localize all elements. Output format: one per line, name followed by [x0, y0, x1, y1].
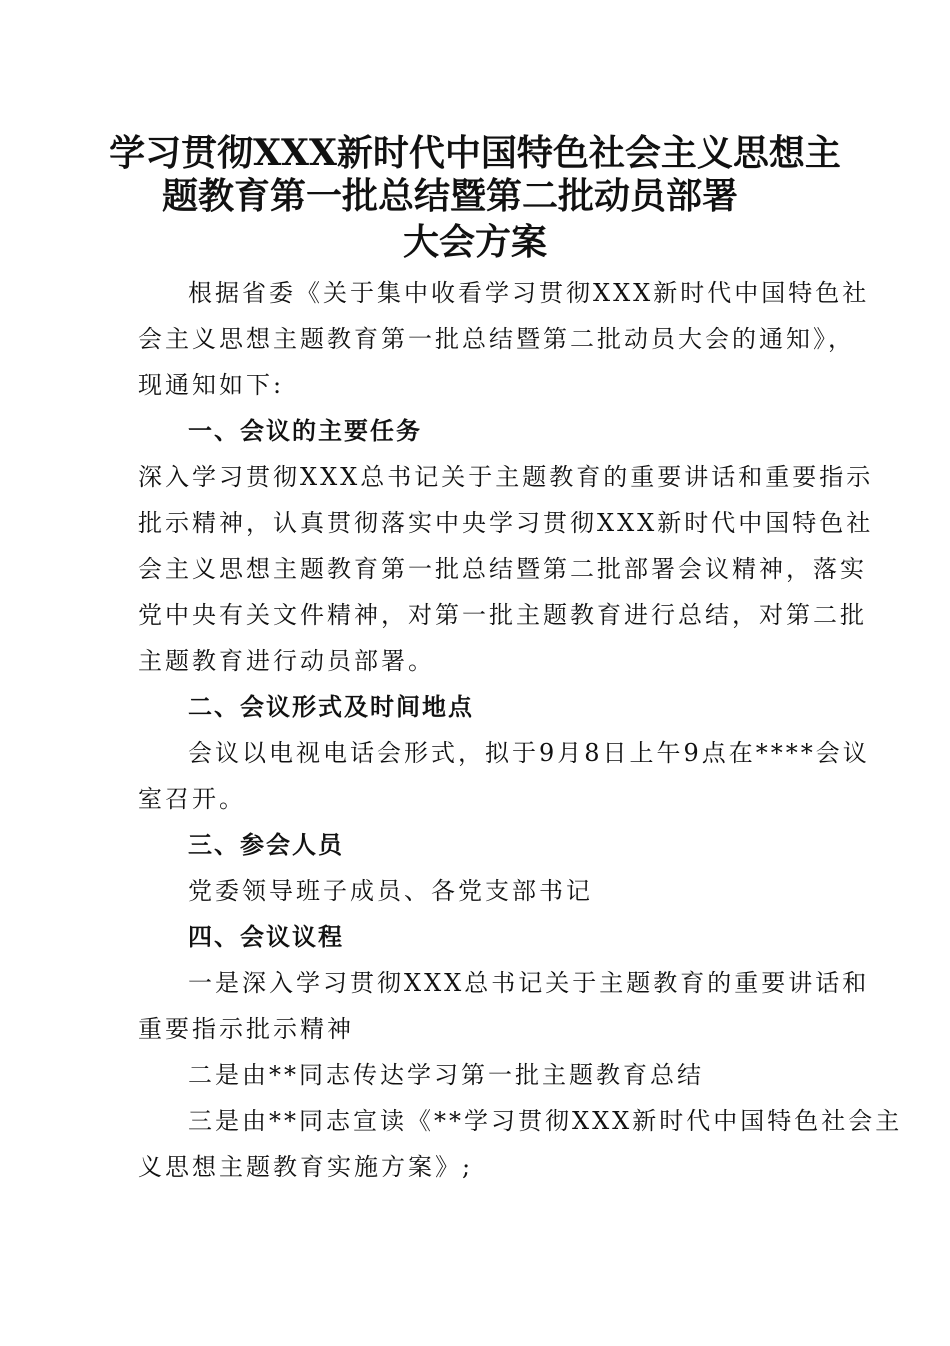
document-title-line-2: 题教育第一批总结暨第二批动员部署	[161, 175, 738, 217]
section-3-heading: 三、参会人员	[188, 831, 344, 859]
section-3-line-1: 党委领导班子成员、各党支部书记	[188, 877, 593, 905]
intro-line-3: 现通知如下:	[138, 371, 285, 399]
agenda-item-3-line-1: 三是由**同志宣读《**学习贯彻XXX新时代中国特色社会主	[188, 1107, 903, 1135]
agenda-item-1-line-2: 重要指示批示精神	[138, 1015, 354, 1043]
section-1-line-4: 党中央有关文件精神，对第一批主题教育进行总结，对第二批	[138, 601, 867, 629]
section-2-line-2: 室召开。	[138, 785, 246, 813]
intro-line-2: 会主义思想主题教育第一批总结暨第二批动员大会的通知》，	[138, 325, 855, 353]
section-1-line-5: 主题教育进行动员部署。	[138, 647, 435, 675]
intro-line-1: 根据省委《关于集中收看学习贯彻XXX新时代中国特色社	[188, 279, 870, 307]
section-1-line-1: 深入学习贯彻XXX总书记关于主题教育的重要讲话和重要指示	[138, 463, 874, 491]
agenda-item-1-line-1: 一是深入学习贯彻XXX总书记关于主题教育的重要讲话和	[188, 969, 870, 997]
section-2-line-1: 会议以电视电话会形式，拟于9月8日上午9点在****会议	[188, 739, 870, 767]
agenda-item-3-line-2: 义思想主题教育实施方案》;	[138, 1153, 474, 1181]
document-title-line-1: 学习贯彻XXX新时代中国特色社会主义思想主	[109, 132, 841, 174]
agenda-item-2-line-1: 二是由**同志传达学习第一批主题教育总结	[188, 1061, 704, 1089]
section-1-line-3: 会主义思想主题教育第一批总结暨第二批部署会议精神，落实	[138, 555, 867, 583]
document-title-line-3: 大会方案	[402, 221, 547, 263]
section-1-line-2: 批示精神，认真贯彻落实中央学习贯彻XXX新时代中国特色社	[138, 509, 874, 537]
section-2-heading: 二、会议形式及时间地点	[188, 693, 474, 721]
section-1-heading: 一、会议的主要任务	[188, 417, 422, 445]
document-body	[138, 270, 903, 1190]
section-4-heading: 四、会议议程	[188, 923, 344, 951]
